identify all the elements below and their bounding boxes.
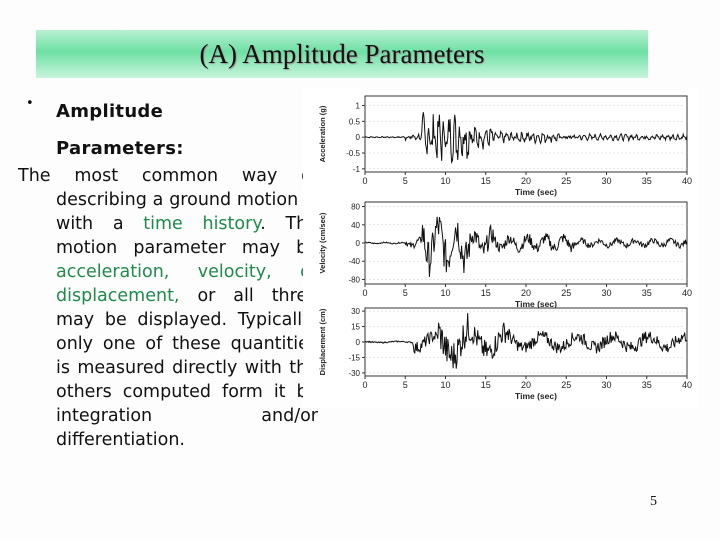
x-tick-label: 0 (362, 288, 368, 298)
y-tick-label: 80 (351, 202, 360, 212)
x-tick-label: 15 (480, 288, 491, 298)
y-tick-label: -80 (348, 275, 360, 285)
x-tick-label: 5 (402, 380, 408, 390)
x-axis-label: Time (sec) (515, 299, 557, 309)
highlight-time-history: time history (143, 214, 261, 234)
x-tick-label: 30 (601, 288, 612, 298)
x-axis-label: Time (sec) (515, 187, 557, 197)
highlight-motion-types: acceleration, velocity, or displacement, (56, 262, 318, 306)
slide-title: (A) Amplitude Parameters (199, 38, 485, 69)
bullet-marker: • (26, 96, 34, 111)
body-text-3: or all three may be displayed. Typically, only one of these quantities is measured directly with the others computed form it by integration and/or differentiation. (56, 286, 318, 450)
x-tick-label: 20 (520, 380, 532, 390)
x-tick-label: 35 (641, 380, 652, 390)
x-tick-label: 40 (681, 176, 693, 186)
x-tick-label: 30 (601, 380, 612, 390)
body-text-2: . The motion parameter may be (56, 214, 318, 258)
x-tick-label: 5 (402, 176, 408, 186)
plot-frame (365, 96, 687, 172)
plot-velocity (318, 202, 692, 309)
x-tick-label: 15 (480, 176, 491, 186)
x-tick-label: 10 (440, 176, 451, 186)
y-tick-label: -1 (352, 164, 360, 174)
x-axis-label: Time (sec) (515, 391, 557, 401)
y-tick-label: 0 (355, 239, 360, 248)
y-tick-label: -40 (348, 257, 360, 267)
y-axis-label: Displacement (cm) (318, 308, 327, 376)
x-tick-label: 25 (561, 288, 572, 298)
title-band (36, 30, 648, 78)
y-axis-label: Acceleration (g) (318, 105, 327, 163)
y-tick-label: 15 (351, 322, 360, 332)
page-number: 5 (650, 494, 657, 509)
plot-acceleration (318, 96, 692, 197)
x-tick-label: 25 (561, 176, 572, 186)
x-tick-label: 5 (402, 288, 408, 298)
y-tick-label: 0 (355, 133, 360, 143)
y-tick-label: 1 (355, 101, 360, 111)
y-tick-label: -0.5 (346, 149, 360, 158)
x-tick-label: 20 (520, 176, 532, 186)
y-axis-label: Velocity (cm/sec) (318, 212, 327, 274)
series-line-velocity (365, 217, 687, 277)
x-tick-label: 10 (440, 288, 451, 298)
y-tick-label: 0.5 (348, 117, 360, 127)
bullet-heading: Amplitude Parameters: (56, 101, 184, 159)
y-tick-label: 30 (351, 307, 360, 317)
x-tick-label: 0 (362, 176, 368, 186)
x-tick-label: 30 (601, 176, 612, 186)
body-paragraph (18, 164, 318, 452)
time-history-plots (303, 88, 699, 408)
body-text-1: The most common way of describing a ground motion is with a (18, 166, 318, 234)
x-tick-label: 35 (641, 288, 652, 298)
x-tick-label: 20 (520, 288, 532, 298)
series-line-displacement (365, 313, 687, 369)
x-tick-label: 15 (480, 380, 491, 390)
y-tick-label: 0 (355, 338, 360, 347)
x-tick-label: 25 (561, 380, 572, 390)
y-tick-label: -30 (348, 368, 360, 378)
x-tick-label: 40 (681, 380, 693, 390)
x-tick-label: 35 (641, 176, 652, 186)
x-tick-label: 10 (440, 380, 451, 390)
y-tick-label: -15 (348, 353, 360, 363)
x-tick-label: 0 (362, 380, 368, 390)
plot-displacement (318, 307, 692, 401)
y-tick-label: 40 (351, 220, 360, 230)
x-tick-label: 40 (681, 288, 693, 298)
